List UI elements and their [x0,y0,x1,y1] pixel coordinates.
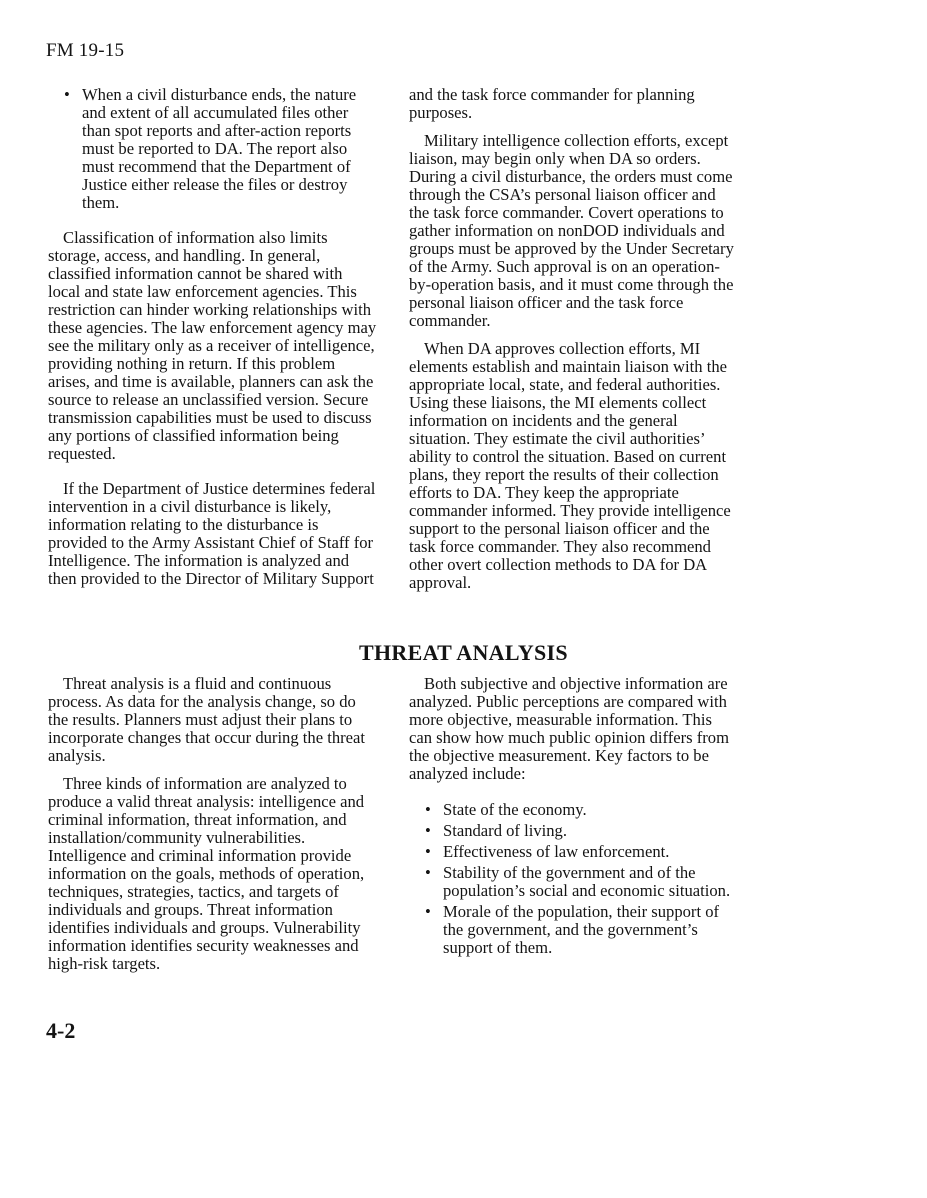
top-right-column [409,86,739,592]
paragraph-continuation: and the task force commander for planning purposes. [409,85,695,122]
key-factors-list [423,801,739,957]
top-left-column [48,86,378,588]
paragraph-threat-analysis: Threat analysis is a fluid and continuous process. As data for the analysis change, so do the results. Planners must adjust their plans to incorporate changes that occur during the threat analysis. [48,674,365,765]
paragraph-classification: Classification of information also limits storage, access, and handling. In general, classified information cannot be shared with local and state law enforcement agencies. This restriction can hinder working relationships with these agencies. The law enforcement agency may see the military only as a receiver of intelligence, providing nothing in return. If this problem arises, and time is available, planners can ask the source to release an unclassified version. Secure transmission capabilities must be used to discuss any portions of classified information being requested. [48,228,377,463]
bottom-right-column [409,675,739,960]
key-factor-item: • State of the economy. [423,801,739,819]
paragraph-subjective-objective: Both subjective and objective information are analyzed. Public perceptions are compared with more objective, measurable information. This can show how much public opinion differs from the objective measurement. Key factors to be analyzed include: [409,674,729,783]
paragraph-justice-department: If the Department of Justice determines federal intervention in a civil disturbance is likely, information relating to the disturbance is provided to the Army Assistant Chief of Staff for Intelligence. The information is analyzed and then provided to the Director of Military Support [48,479,376,588]
bottom-left-column [48,675,378,973]
key-factor-item: • Effectiveness of law enforcement. [423,843,739,861]
key-factor-item: • Standard of living. [423,822,739,840]
paragraph-da-approval: When DA approves collection efforts, MI elements establish and maintain liaison with the appropriate local, state, and federal authorities. Using these liaisons, the MI elements collect information on incidents and the general situation. They estimate the civil authorities’ ability to control the situation. Based on current plans, they report the results of their collection efforts to DA. They keep the appropriate commander informed. They provide intelligence support to the personal liaison officer and the task force commander. They also recommend other overt collection methods to DA for DA approval. [409,339,731,592]
paragraph-three-kinds: Three kinds of information are analyzed to produce a valid threat analysis: intelligence and criminal information, threat information, and installation/community vulnerabilities. Intelligence and criminal information provide information on the goals, methods of operation, techniques, strategies, tactics, and targets of individuals and groups. Threat information identifies individuals and groups. Vulnerability information identifies security weaknesses and high-risk targets. [48,774,365,973]
civil-disturbance-bullet-list [62,86,378,212]
page-number: 4-2 [46,1018,76,1043]
paragraph-mi-collection: Military intelligence collection efforts, except liaison, may begin only when DA so orders. During a civil disturbance, the orders must come through the CSA’s personal liaison officer and the task force commander. Covert operations to gather information on nonDOD individuals and groups must be approved by the Under Secretary of the Army. Such approval is on an operation-by-operation basis, and it must come through the personal liaison officer and the task force commander. [409,131,734,330]
key-factor-item: • Stability of the government and of the population’s social and economic situation. [423,864,739,900]
key-factor-item: • Morale of the population, their support of the government, and the government’s support of them. [423,903,739,957]
section-title: THREAT ANALYSIS [359,640,568,665]
document-id: FM 19-15 [46,40,125,61]
bullet-item: • When a civil disturbance ends, the nature and extent of all accumulated files other than spot reports and after-action reports must be reported to DA. The report also must recommend that the Department of Justice either release the files or destroy them. [62,86,378,212]
